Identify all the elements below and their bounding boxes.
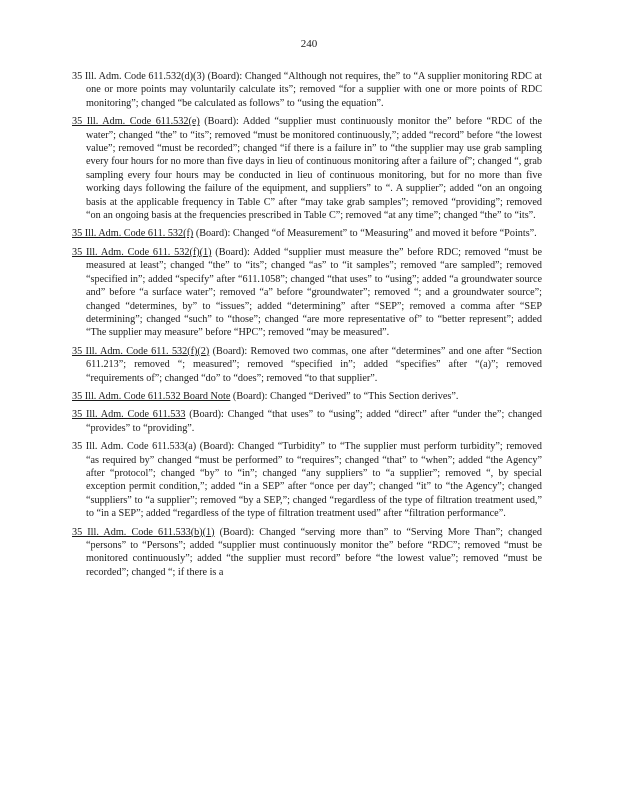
citation: 35 Ill. Adm. Code 611.532(d)(3) (72, 71, 205, 82)
list-item (72, 440, 542, 520)
entry-text: (Board): Changed “Derived” to “This Section derives”. (230, 390, 459, 402)
list-item (72, 526, 542, 580)
list-item (72, 115, 542, 222)
citation: 35 Ill. Adm. Code 611.533(a) (72, 441, 197, 453)
citation: 35 Ill. Adm. Code 611. 532(f)(2) (72, 345, 210, 357)
entry-text: (Board): Added “supplier must continuously monitor the” before “RDC of the water”; changed “the” to “its”; removed “must be monitored continuously,”; added “record” before “the lowest value”; removed “must be recorded”; changed “if there is a failure in” to “the supplier may use grab sampling every four hours for no more than five days in lieu of continuous monitoring after a failure of”; changed “, grab sampling every four hours may be conducted in lieu of continuous monitoring, but for no more than five working days following the failure of the equipment, and suppliers” to “. A supplier”; added “on an ongoing basis at the applicable frequency in Table C” after “may take grab samples”; removed “providing”; removed “on an ongoing basis at the frequencies prescribed in Table C”; removed “at any time”; changed “the” to “its”. (86, 116, 542, 222)
entry-text: (Board): Changed “of Measurement” to “Measuring” and moved it before “Points”. (193, 228, 537, 240)
list-item (72, 345, 542, 385)
entry-text: (Board): Changed “Turbidity” to “The supplier must perform turbidity”; removed “as required by” changed “must be performed” to “requires”; changed “that” to “when”; added “the Agency” after “protocol”; changed “by” to “in”; changed “any suppliers” to “a supplier”; removed “, by special exception permit condition,”; added “in a SEP” after “once per day”; changed “it” to “the Agency”; changed “suppliers” to “a supplier”; removed “by a SEP,”; changed “regardless of the type of filtration treatment used,” to “in a SEP”; added “regardless of the type of filtration treatment used” after “filtration performance”. (86, 441, 542, 520)
citation: 35 Ill. Adm. Code 611.532(e) (72, 116, 200, 128)
citation: 35 Ill. Adm. Code 611.533(b)(1) (72, 526, 215, 538)
entry-text: (Board): Removed two commas, one after “determines” and one after “Section 611.213”; removed “; measured”; removed “specified in”; added “specifies” after “(a)”; removed “requirements of”; changed “do” to “does”; removed “to that supplier”. (86, 345, 542, 384)
list-item (72, 227, 542, 240)
citation: 35 Ill. Adm. Code 611.532 Board Note (72, 390, 231, 402)
entry-text: (Board): Changed “serving more than” to “Serving More Than”; changed “persons” to “Persons”; added “supplier must continuously monitor the” before “RDC”; removed “must be monitored continuously”; added “the supplier must record” before “the lowest value”; removed “must be recorded”; changed “; if there is a (86, 526, 543, 578)
citation: 35 Ill. Adm. Code 611. 532(f) (72, 228, 194, 240)
page-number: 240 (300, 38, 318, 50)
list-item (72, 390, 542, 403)
entry-text: (Board): Changed “Although not requires, the” to “A supplier monitoring RDC at one or more points may voluntarily calculate its”; removed “for a supplier with one or more points of RDC monitoring”; changed “be calculated as follows” to “using the equation”. (86, 71, 543, 109)
entry-list (72, 70, 542, 584)
list-item (72, 408, 542, 435)
citation: 35 Ill. Adm. Code 611. 532(f)(1) (72, 246, 212, 258)
list-item (72, 246, 542, 340)
entry-text: (Board): Added “supplier must measure the” before RDC; removed “must be measured at least”; changed “the” to “its”; changed “as” to “it samples”; removed “are sampled”; removed “specified in”; added “specify” after “611.1058”; changed “that uses” to “using”; added “a groundwater source and” before “a surface water”; removed “a” before “groundwater”; removed “; and a groundwater source”; changed “determines, by” to “issues”; added “determining” after “SEP”; removed a comma after “SEP determining”; changed “such” to “those”; changed “are more representative of” to “better represent”; added “The supplier may measure” before “HPC”; removed “may be measured”. (86, 246, 542, 339)
entry-text: (Board): Changed “that uses” to “using”; added “direct” after “under the”; changed “provides” to “providing”. (86, 409, 542, 434)
list-item (72, 70, 542, 110)
citation: 35 Ill. Adm. Code 611.533 (72, 409, 186, 421)
